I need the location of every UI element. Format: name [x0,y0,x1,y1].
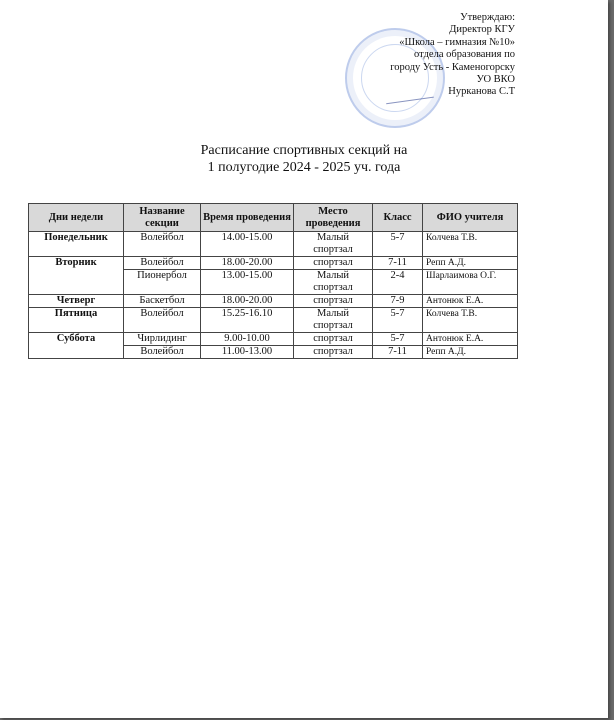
cell-place: спортзал [294,333,373,346]
approval-line: Нурканова С.Т [448,86,515,98]
cell-day: Вторник [29,257,124,295]
title-line-2: 1 полугодие 2024 - 2025 уч. года [207,160,401,175]
cell-teacher: Антонюк Е.А. [423,295,518,308]
cell-teacher: Шарлаимова О.Г. [423,270,518,295]
cell-teacher: Колчева Т.В. [423,308,518,333]
cell-teacher: Репп А.Д. [423,346,518,359]
approval-line: городу Усть - Каменогорску [390,61,515,73]
cell-time: 18.00-20.00 [201,295,294,308]
cell-time: 14.00-15.00 [201,232,294,257]
cell-section: Волейбол [124,257,201,270]
cell-section: Волейбол [124,308,201,333]
header-place: Место проведения [294,204,373,232]
cell-class: 5-7 [373,333,423,346]
cell-place: спортзал [294,295,373,308]
header-section: Название секции [124,204,201,232]
cell-place: Малый спортзал [294,232,373,257]
table-row [29,333,518,346]
title-line-1: Расписание спортивных секций на [200,143,408,158]
cell-class: 7-9 [373,295,423,308]
cell-place: Малый спортзал [294,308,373,333]
cell-section: Волейбол [124,232,201,257]
cell-class: 7-11 [373,257,423,270]
header-time: Время проведения [201,204,294,232]
approval-block [390,12,515,99]
cell-time: 13.00-15.00 [201,270,294,295]
approval-line: Утверждаю: [460,12,515,23]
cell-teacher: Колчева Т.В. [423,232,518,257]
cell-section: Волейбол [124,346,201,359]
cell-day: Понедельник [29,232,124,257]
cell-teacher: Репп А.Д. [423,257,518,270]
cell-place: Малый спортзал [294,270,373,295]
cell-time: 18.00-20.00 [201,257,294,270]
cell-section: Пионербол [124,270,201,295]
cell-teacher: Антонюк Е.А. [423,333,518,346]
cell-day: Суббота [29,333,124,359]
cell-day: Четверг [29,295,124,308]
table-row [29,295,518,308]
approval-line: «Школа – гимназия №10» [399,36,515,48]
table-row [29,308,518,333]
header-teacher: ФИО учителя [423,204,518,232]
cell-day: Пятница [29,308,124,333]
table-row [29,232,518,257]
approval-line: УО ВКО [476,74,515,86]
approval-line: отдела образования по [414,49,515,61]
cell-time: 15.25-16.10 [201,308,294,333]
header-row [29,204,518,232]
schedule-table [28,203,518,359]
header-class: Класс [373,204,423,232]
cell-class: 5-7 [373,308,423,333]
cell-section: Чирлидинг [124,333,201,346]
approval-line: Директор КГУ [449,24,515,36]
cell-class: 7-11 [373,346,423,359]
cell-section: Баскетбол [124,295,201,308]
cell-place: спортзал [294,257,373,270]
cell-place: спортзал [294,346,373,359]
cell-time: 9.00-10.00 [201,333,294,346]
cell-time: 11.00-13.00 [201,346,294,359]
cell-class: 5-7 [373,232,423,257]
cell-class: 2-4 [373,270,423,295]
document-title [0,142,608,176]
table-row [29,257,518,270]
header-day: Дни недели [29,204,124,232]
